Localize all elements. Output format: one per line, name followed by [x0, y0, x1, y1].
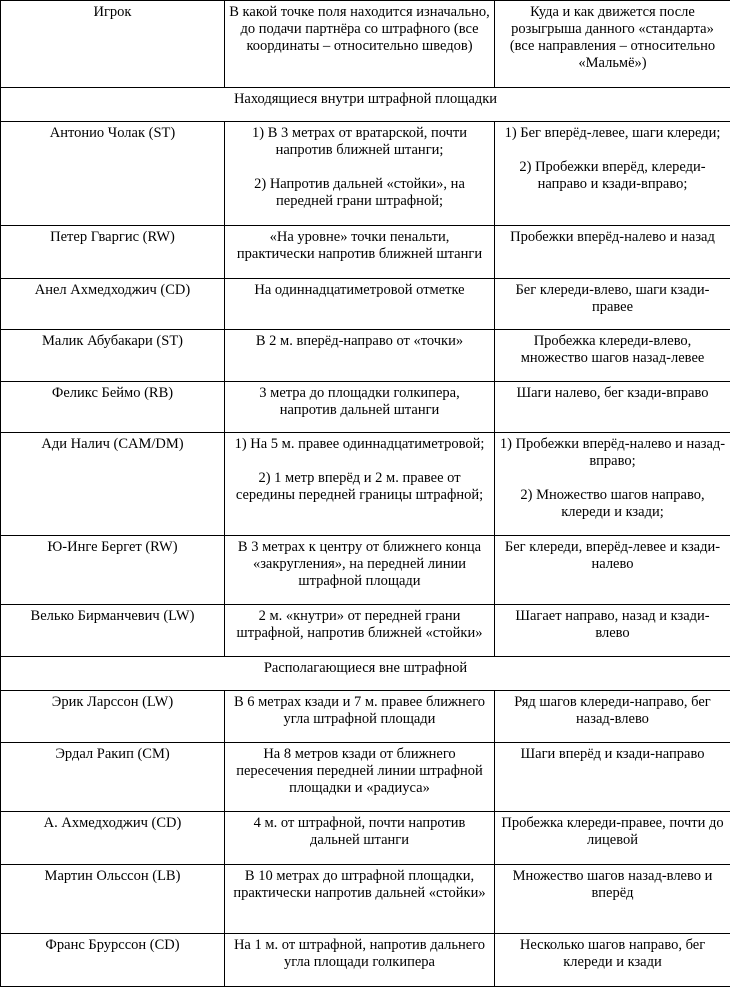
player-name: Малик Абубакари (ST) [1, 330, 225, 382]
position-text: 3 метра до площадки голкипера, напротив дальней штанги [225, 382, 495, 433]
movement-text: Бег клереди, вперёд-левее и кзади-налево [495, 536, 730, 605]
position-text: 1) В 3 метрах от вратарской, почти напротив ближней штанги; [252, 125, 467, 158]
player-name: Эрик Ларссон (LW) [1, 691, 225, 743]
movement-text: Несколько шагов направо, бег клереди и кзади [495, 934, 730, 987]
section-title: Располагающиеся вне штрафной [1, 657, 730, 691]
player-name: Эрдал Ракип (CM) [1, 743, 225, 812]
position-text: 2) 1 метр вперёд и 2 м. правее от середины передней границы штрафной; [235, 470, 484, 503]
table-row [1, 605, 730, 657]
header-movement: Куда и как движется после розыгрыша данного «стандарта» (все направления – относительно «Мальмё») [495, 1, 730, 88]
table-row [1, 934, 730, 987]
movement-text: 1) Бег вперёд-левее, шаги клереди; [504, 125, 721, 141]
position-text: 1) На 5 м. правее одиннадцатиметровой; [234, 436, 485, 452]
table-row [1, 865, 730, 934]
section-title: Находящиеся внутри штрафной площадки [1, 88, 730, 122]
position-text: «На уровне» точки пенальти, практически напротив ближней штанги [225, 226, 495, 279]
position-text: 2) Напротив дальней «стойки», на передней грани штрафной; [254, 176, 465, 209]
table-row [1, 330, 730, 382]
header-position: В какой точке поля находится изначально, до подачи партнёра со штрафного (все координаты – относительно шведов) [225, 1, 495, 88]
header-row [1, 1, 730, 88]
section-row [1, 88, 730, 122]
table-row [1, 382, 730, 433]
table-row [1, 122, 730, 226]
player-name: Велько Бирманчевич (LW) [1, 605, 225, 657]
movement-text: 2) Множество шагов направо, клереди и кзади; [520, 487, 705, 520]
player-name: Ади Налич (CAM/DM) [1, 433, 225, 536]
position-text: 4 м. от штрафной, почти напротив дальней штанги [225, 812, 495, 865]
player-name: А. Ахмедходжич (CD) [1, 812, 225, 865]
section-row [1, 657, 730, 691]
player-name: Мартин Ольссон (LB) [1, 865, 225, 934]
movement-text: Пробежка клереди-влево, множество шагов назад-левее [495, 330, 730, 382]
movement-cell [495, 433, 730, 536]
player-name: Петер Гваргис (RW) [1, 226, 225, 279]
movement-cell [495, 122, 730, 226]
table-row [1, 433, 730, 536]
movement-text: Шаги налево, бег кзади-вправо [495, 382, 730, 433]
table-row [1, 812, 730, 865]
table-row [1, 743, 730, 812]
movement-text: 2) Пробежки вперёд, клереди-направо и кзади-вправо; [519, 159, 706, 192]
table-row [1, 536, 730, 605]
movement-text: Ряд шагов клереди-направо, бег назад-влево [495, 691, 730, 743]
player-name: Франс Брурссон (CD) [1, 934, 225, 987]
position-text: В 2 м. вперёд-направо от «точки» [225, 330, 495, 382]
header-player: Игрок [1, 1, 225, 88]
movement-text: Шаги вперёд и кзади-направо [495, 743, 730, 812]
movement-text: 1) Пробежки вперёд-налево и назад-вправо; [499, 436, 726, 469]
movement-text: Пробежка клереди-правее, почти до лицевой [495, 812, 730, 865]
position-text: В 10 метрах до штрафной площадки, практически напротив дальней «стойки» [225, 865, 495, 934]
movement-text: Бег клереди-влево, шаги кзади-правее [495, 279, 730, 330]
position-text: В 6 метрах кзади и 7 м. правее ближнего угла штрафной площади [225, 691, 495, 743]
position-text: 2 м. «кнутри» от передней грани штрафной, напротив ближней «стойки» [225, 605, 495, 657]
position-cell [225, 433, 495, 536]
player-name: Ю-Инге Бергет (RW) [1, 536, 225, 605]
movement-text: Шагает направо, назад и кзади-влево [495, 605, 730, 657]
position-cell [225, 122, 495, 226]
table-row [1, 226, 730, 279]
player-name: Феликс Беймо (RB) [1, 382, 225, 433]
table-row [1, 691, 730, 743]
movement-text: Множество шагов назад-влево и вперёд [495, 865, 730, 934]
position-text: В 3 метрах к центру от ближнего конца «закругления», на передней линии штрафной площади [225, 536, 495, 605]
movement-text: Пробежки вперёд-налево и назад [495, 226, 730, 279]
position-text: На 1 м. от штрафной, напротив дальнего угла площади голкипера [225, 934, 495, 987]
player-name: Анел Ахмедходжич (CD) [1, 279, 225, 330]
position-text: На одиннадцатиметровой отметке [225, 279, 495, 330]
player-name: Антонио Чолак (ST) [1, 122, 225, 226]
table-row [1, 279, 730, 330]
position-text: На 8 метров кзади от ближнего пересечения передней линии штрафной площадки и «радиуса» [225, 743, 495, 812]
